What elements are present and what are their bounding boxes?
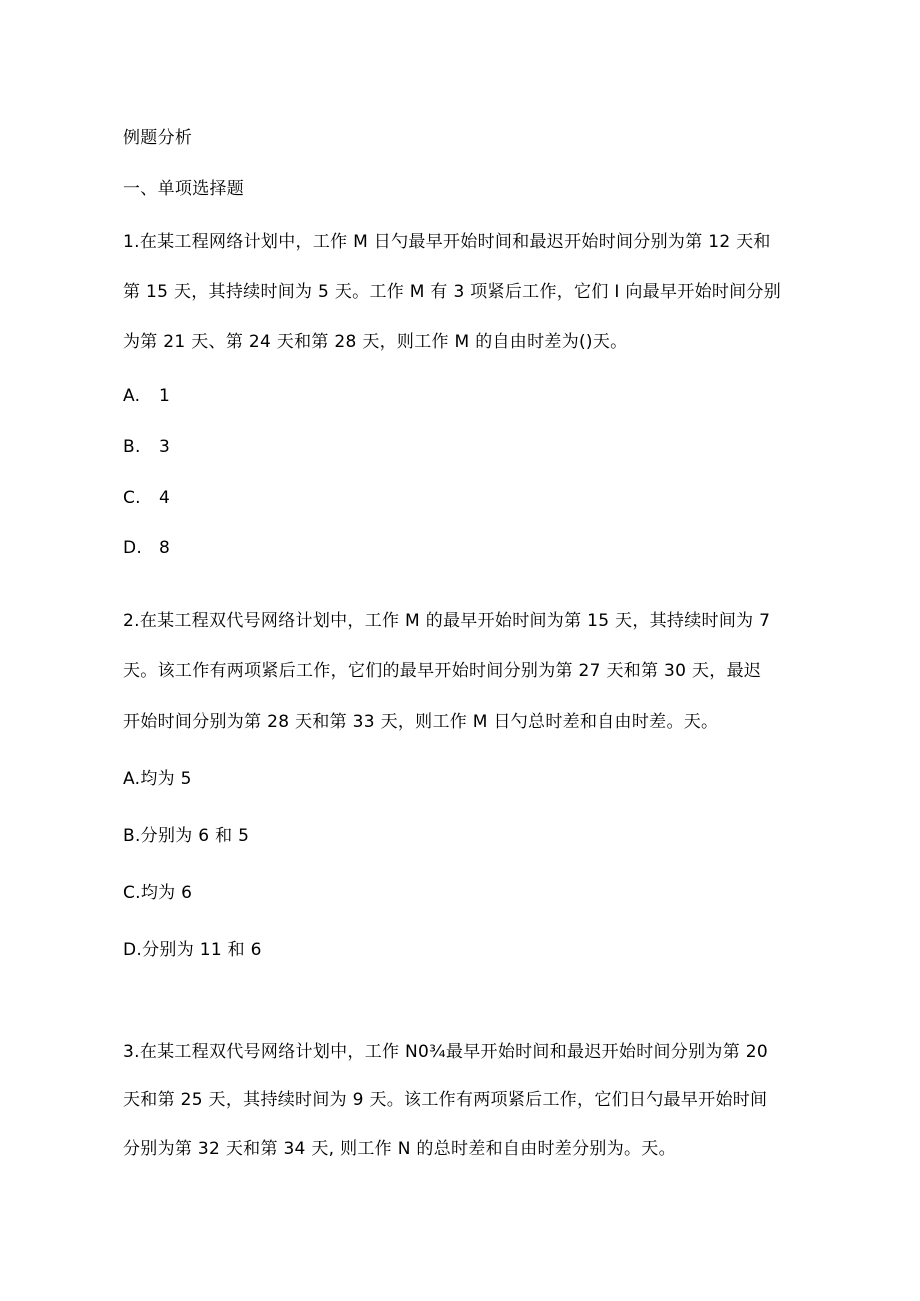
option-letter: C. xyxy=(123,488,141,508)
question-1-line-1: 1.在某工程网络计划中，工作 M 日勺最早开始时间和最迟开始时间分别为第 12 天和 xyxy=(123,232,771,252)
question-3-line-3: 分别为第 32 天和第 34 天, 则工作 N 的总时差和自由时差分别为。天。 xyxy=(123,1139,676,1159)
option-letter: B. xyxy=(123,437,141,457)
option-text: 4 xyxy=(159,488,171,508)
section-title: 例题分析 xyxy=(123,128,193,148)
question-3-line-2: 天和第 25 天，其持续时间为 9 天。该工作有两项紧后工作，它们日勺最早开始时间 xyxy=(123,1090,768,1110)
question-2-line-2: 天。该工作有两项紧后工作，它们的最早开始时间分别为第 27 天和第 30 天，最迟 xyxy=(123,661,762,681)
question-2-option-d: D.分别为 11 和 6 xyxy=(123,940,262,960)
question-1-option-a xyxy=(123,384,170,408)
question-2-line-3: 开始时间分别为第 28 天和第 33 天，则工作 M 日勺总时差和自由时差。天。 xyxy=(123,712,719,732)
option-text: 3 xyxy=(159,437,171,457)
question-1-option-b xyxy=(123,435,170,459)
question-2-option-a: A.均为 5 xyxy=(123,769,192,789)
section-subtitle: 一、单项选择题 xyxy=(123,179,245,199)
question-2-option-c: C.均为 6 xyxy=(123,883,193,903)
option-text: 1 xyxy=(159,386,171,406)
question-1-option-d xyxy=(123,536,170,560)
question-3-line-1: 3.在某工程双代号网络计划中，工作 N0¾最早开始时间和最迟开始时间分别为第 20 xyxy=(123,1042,768,1062)
option-letter: A. xyxy=(123,386,141,406)
option-letter: D. xyxy=(123,538,143,558)
question-1-line-2: 第 15 天，其持续时间为 5 天。工作 M 有 3 项紧后工作，它们 I 向最早开始时间分别 xyxy=(123,282,782,302)
option-text: 8 xyxy=(159,538,171,558)
question-2-line-1: 2.在某工程双代号网络计划中，工作 M 的最早开始时间为第 15 天，其持续时间为 7 xyxy=(123,611,771,631)
question-1-line-3: 为第 21 天、第 24 天和第 28 天，则工作 M 的自由时差为()天。 xyxy=(123,332,628,352)
question-2-option-b: B.分别为 6 和 5 xyxy=(123,826,250,846)
question-1-option-c xyxy=(123,486,170,510)
